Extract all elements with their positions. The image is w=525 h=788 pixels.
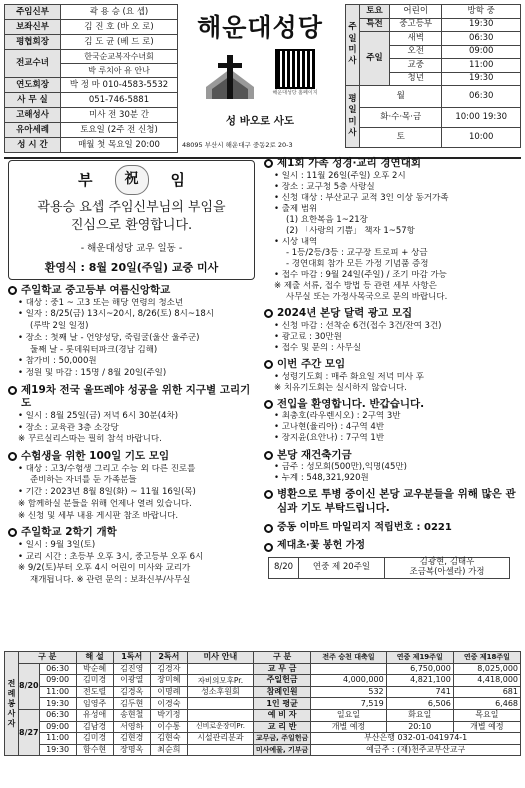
staff-role: 전교수녀 <box>5 50 61 78</box>
duty-cell: 이광열 <box>113 675 150 687</box>
left-column <box>8 160 255 587</box>
staff-name: 곽 용 승 (요 셉) <box>61 5 178 20</box>
duty-date: 8/20 <box>19 663 40 709</box>
finance-label: 교 리 반 <box>253 721 310 733</box>
section-line: 준비하는 자녀를 둔 가족분들 <box>30 475 137 486</box>
finance-label: 참례인원 <box>253 686 310 698</box>
finance-cell: 6,506 <box>386 698 453 710</box>
finance-cell: 4,821,100 <box>386 675 453 687</box>
finance-cell: 532 <box>311 686 386 698</box>
duty-time: 11:00 <box>39 733 76 745</box>
staff-role: 평협회장 <box>5 35 61 50</box>
duty-cell: 이명례 <box>150 686 187 698</box>
emart-section <box>264 522 521 535</box>
welcome-notice <box>8 160 255 280</box>
prep-header: 일요일 <box>311 709 386 721</box>
duty-vertical-label: 전례봉사자 <box>5 652 19 756</box>
prep-value: 개별 예정 <box>311 721 386 733</box>
prep-value: 개별 예정 <box>453 721 520 733</box>
section-line: ※ 함께하실 분들을 위해 언제나 열려 있습니다. <box>18 498 192 509</box>
duty-time: 09:00 <box>39 675 76 687</box>
section-line: • 교리 시간 : 초등부 오후 3시, 중고등부 오후 6시 <box>18 551 204 562</box>
exam-prayer-section <box>8 450 255 522</box>
section-title: 제대초·꽃 봉헌 가정 <box>277 540 366 552</box>
saturday-middle-label: 중고등부 <box>390 18 442 32</box>
section-line: • 접수 및 문의 : 사무실 <box>274 342 362 353</box>
section-line: • 누계 : 548,321,920원 <box>274 473 369 484</box>
bullet-icon <box>264 451 273 460</box>
staff-name: 김 진 호 (바 오 로) <box>61 20 178 35</box>
finance-cell <box>311 663 386 675</box>
weekday-mass-label: 평일미사 <box>346 86 360 148</box>
staff-name: 매월 첫 목요일 20:00 <box>61 138 178 153</box>
duty-cell: 박기정 <box>150 709 187 721</box>
section-title: 수험생을 위한 100일 기도 모임 <box>21 450 170 463</box>
finance-header: 연중 제18주일 <box>453 652 520 664</box>
finance-label: 1인 평균 <box>253 698 310 710</box>
bullet-icon <box>8 286 17 295</box>
section-line: • 일시 : 11월 26일(주일) 오후 2시 <box>274 170 406 181</box>
duty-cell: 김현경 <box>113 733 150 745</box>
staff-role: 연도회장 <box>5 78 61 93</box>
section-line: 재개됩니다. ※ 관련 문의 : 보좌신부/사무실 <box>30 575 191 586</box>
finance-label: 예 비 자 <box>253 709 310 721</box>
section-line: ※ 꾸르실리스따는 필히 참석 바랍니다. <box>18 434 162 445</box>
staff-name: 미사 전 30분 간 <box>61 108 178 123</box>
sunday-mass-time: 11:00 <box>442 59 521 73</box>
bullet-icon <box>264 543 273 552</box>
saturday-time: 19:30 <box>442 18 521 32</box>
prep-value: 20:10 <box>386 721 453 733</box>
ultreya-section <box>8 384 255 446</box>
duty-header: 해 설 <box>76 652 113 664</box>
duty-time: 06:30 <box>39 663 76 675</box>
section-title: 중동 이마트 마일리지 적립번호 : 0221 <box>277 521 452 533</box>
sunday-mass-name: 오전 <box>390 45 442 59</box>
duty-cell <box>187 744 253 756</box>
weekday-days: 토 <box>360 128 442 148</box>
masthead <box>180 4 340 154</box>
finance-cell: 681 <box>453 686 520 698</box>
section-line: • 일자 : 8/25(금) 13시~20시, 8/26(토) 8시~18시 <box>18 309 215 320</box>
section-line: • 출제 범위 <box>274 203 318 214</box>
duty-cell: 김현숙 <box>150 733 187 745</box>
duty-cell: 시설관리분과 <box>187 733 253 745</box>
section-line: • 신청 대상 : 부산교구 교적 3인 이상 동거가족 <box>274 192 449 203</box>
section-title: 이번 주간 모임 <box>277 357 346 370</box>
duty-header: 1독서 <box>113 652 150 664</box>
section-line: • 금주 : 성모회(500만),익명(45만) <box>274 462 407 473</box>
section-title: 제19차 전국 울뜨레야 성공을 위한 지구별 고리기도 <box>21 383 251 410</box>
finance-cell: 6,468 <box>453 698 520 710</box>
prep-header: 목요일 <box>453 709 520 721</box>
duty-time: 06:30 <box>39 709 76 721</box>
duty-time: 09:00 <box>39 721 76 733</box>
section-line: - 1등/2등/3등 : 교구장 트로피 + 상금 <box>286 247 428 258</box>
finance-cell: 4,418,000 <box>453 675 520 687</box>
bullet-icon <box>264 159 273 168</box>
duty-cell: 신비로운장미Pr. <box>187 721 253 733</box>
section-line: • 대상 : 고3/수험생 그리고 수능 외 다른 진로를 <box>18 463 196 474</box>
duty-header: 구 분 <box>19 652 77 664</box>
bullet-icon <box>8 452 17 461</box>
duty-cell: 김미경 <box>76 733 113 745</box>
finance-header: 연중 제19주일 <box>386 652 453 664</box>
welcome-from: - 해운대성당 교우 일동 - <box>80 243 183 255</box>
section-title: 제1회 가족 성경·교리 경연대회 <box>277 157 421 169</box>
welcome-date: 환영식 : 8월 20일(주일) 교중 미사 <box>44 261 219 275</box>
section-line: ※ 치유기도회는 실시하지 않습니다. <box>274 382 407 393</box>
flowers-section <box>264 540 521 579</box>
duty-cell: 최순희 <box>150 744 187 756</box>
sunday-mass-name: 새벽 <box>390 32 442 46</box>
sunday-label: 주일 <box>360 32 390 86</box>
bullet-icon <box>264 490 273 499</box>
section-title: 주일학교 중고등부 여름신앙학교 <box>21 284 171 296</box>
bullet-icon <box>8 528 17 537</box>
section-line: • 일시 : 9월 3일(토) <box>18 539 96 550</box>
patron-saint: 성 바오로 사도 <box>225 115 295 128</box>
duty-header: 미사 안내 <box>187 652 253 664</box>
section-line: • 장소 : 교육관 3층 소강당 <box>18 422 119 433</box>
section-line: • 정원 및 마감 : 15명 / 8월 20일(주일) <box>18 367 167 378</box>
church-name: 해운대성당 <box>197 13 323 42</box>
duty-cell: 자비의모후Pr. <box>187 675 253 687</box>
section-line: • 참가비 : 50,000원 <box>18 356 97 367</box>
duty-cell: 김진영 <box>113 663 150 675</box>
section-line: • 최충호(라우렌시오) : 2구역 3반 <box>274 411 401 422</box>
welcome-message: 곽용승 요셉 주임신부님의 부임을 진심으로 환영합니다. <box>37 200 226 234</box>
section-line: 둘째 날 - 롯데워터파크(경남 김해) <box>30 344 158 355</box>
bullet-icon <box>8 386 17 395</box>
section-line: • 대상 : 중1 ~ 고3 또는 해당 연령의 청소년 <box>18 297 184 308</box>
duty-cell: 김남경 <box>76 721 113 733</box>
sunday-mass-name: 청년 <box>390 72 442 86</box>
flowers-sunday: 연중 제 20주일 <box>299 558 385 578</box>
staff-name: 김 도 균 (베 드 로) <box>61 35 178 50</box>
duty-header: 2독서 <box>150 652 187 664</box>
section-line: (1) 요한복음 1~21장 <box>286 214 368 225</box>
vacation-label: 방학 중 <box>442 5 521 19</box>
section-line: • 장소 : 교구청 5층 사랑실 <box>274 181 375 192</box>
duty-cell <box>187 698 253 710</box>
section-line: (2) 「사랑의 기쁨」 책자 1~57항 <box>286 225 415 236</box>
mass-schedule-table <box>345 4 521 148</box>
section-line: ※ 신청 및 세부 내용 게시판 참조 바랍니다. <box>18 510 179 521</box>
account-number: 부산은행 032-01-041974-1 <box>311 733 521 745</box>
finance-cell: 6,750,000 <box>386 663 453 675</box>
section-line: (루박 2일 일정) <box>30 321 89 332</box>
duty-cell: 김미경 <box>76 675 113 687</box>
section-line: • 기간 : 2023년 8월 8일(화) ~ 11월 16일(목) <box>18 487 196 498</box>
duty-cell: 송현철 <box>113 709 150 721</box>
section-title: 본당 재건축기금 <box>277 448 352 461</box>
sunday-mass-time: 06:30 <box>442 32 521 46</box>
duty-cell: 성소후원회 <box>187 686 253 698</box>
staff-name: 한국순교복자수녀회 <box>61 50 178 64</box>
duty-cell: 박순혜 <box>76 663 113 675</box>
duty-date: 8/27 <box>19 709 40 755</box>
duty-cell: 이경숙 <box>150 698 187 710</box>
staff-name: 박 루치아 유 안나 <box>61 64 178 78</box>
section-line: 사무실 또는 가정사목국으로 문의 바랍니다. <box>286 292 448 303</box>
duty-time: 11:00 <box>39 686 76 698</box>
section-line: • 일시 : 8월 25일(금) 저녁 6시 30분(4차) <box>18 410 179 421</box>
welcome-newcomers-section <box>264 398 521 445</box>
account-label: 교무금, 주일헌금 <box>253 733 310 745</box>
section-line: • 광고료 : 30만원 <box>274 331 342 342</box>
saturday-label: 토요 <box>360 5 390 19</box>
staff-name: 051-746-5881 <box>61 93 178 108</box>
duty-cell: 장미혜 <box>150 675 187 687</box>
finance-label: 주일헌금 <box>253 675 310 687</box>
duty-cell: 서영하 <box>113 721 150 733</box>
calendar-ad-section <box>264 307 521 354</box>
bullet-icon <box>264 360 273 369</box>
finance-header: 구 분 <box>253 652 310 664</box>
saturday-special-label: 특전 <box>360 18 390 32</box>
finance-cell: 741 <box>386 686 453 698</box>
duty-cell: 유성애 <box>76 709 113 721</box>
staff-role: 성 시 간 <box>5 138 61 153</box>
sunday-mass-label: 주일미사 <box>346 5 360 86</box>
section-line: • 시상 내역 <box>274 236 318 247</box>
duty-time: 19:30 <box>39 698 76 710</box>
staff-role: 주임신부 <box>5 5 61 20</box>
staff-role: 사 무 실 <box>5 93 61 108</box>
summer-camp-section <box>8 284 255 380</box>
bible-contest-section <box>264 157 521 303</box>
right-column <box>264 155 521 579</box>
section-line: ※ 제출 서류, 접수 방법 등 관련 세부 사항은 <box>274 281 437 292</box>
duty-cell: 함수현 <box>76 744 113 756</box>
sunday-mass-time: 19:30 <box>442 72 521 86</box>
duty-cell <box>187 663 253 675</box>
weekday-days: 화·수·목·금 <box>360 108 442 128</box>
staff-table <box>4 4 178 153</box>
celebrate-stamp-icon: 祝 <box>115 165 149 195</box>
staff-role: 유아세례 <box>5 123 61 138</box>
duty-cell: 장명옥 <box>113 744 150 756</box>
prayer-request-section <box>264 488 521 515</box>
flowers-table <box>268 557 510 579</box>
weekday-time: 06:30 <box>442 86 521 108</box>
weekday-days: 월 <box>360 86 442 108</box>
duty-cell: 김경옥 <box>113 686 150 698</box>
duty-cell: 김경자 <box>150 663 187 675</box>
church-logo-icon <box>202 49 258 105</box>
section-line: • 접수 마감 : 9월 24일(주일) / 조기 마감 가능 <box>274 270 447 281</box>
sunday-mass-name: 교중 <box>390 59 442 73</box>
finance-cell: 7,519 <box>311 698 386 710</box>
qr-code-icon[interactable] <box>275 49 315 89</box>
section-title: 주일학교 2학기 개학 <box>21 526 117 539</box>
duty-cell: 임영주 <box>76 698 113 710</box>
duty-finance-table <box>4 651 521 756</box>
bullet-icon <box>264 400 273 409</box>
duty-time: 19:30 <box>39 744 76 756</box>
staff-name: 박 정 마 010-4583-5532 <box>61 78 178 93</box>
duty-cell <box>187 709 253 721</box>
section-line: • 고나현(율리아) : 4구역 4반 <box>274 422 385 433</box>
qr-caption: 해운대성당 홈페이지 <box>272 90 318 97</box>
weekday-time: 10:00 <box>442 128 521 148</box>
account-label: 미사예물, 기부금 <box>253 744 310 756</box>
staff-name: 토요일 (2주 전 신청) <box>61 123 178 138</box>
duty-cell: 전도렬 <box>76 686 113 698</box>
finance-cell: 4,000,000 <box>311 675 386 687</box>
section-line: • 장소 : 첫째 날 - 언양성당, 죽림굴(울산 울주군) <box>18 332 200 343</box>
duty-cell: 이수통 <box>150 721 187 733</box>
finance-label: 교 무 금 <box>253 663 310 675</box>
weekly-meeting-section <box>264 358 521 394</box>
prep-header: 화요일 <box>386 709 453 721</box>
bullet-icon <box>264 309 273 318</box>
staff-role: 보좌신부 <box>5 20 61 35</box>
flowers-families: 김광현, 김태우 조금복(아셀라) 가정 <box>409 556 485 577</box>
rebuild-fund-section <box>264 449 521 485</box>
weekday-time: 10:00 19:30 <box>442 108 521 128</box>
section-line: • 신청 마감 : 선착순 6건(접수 3건/잔여 3건) <box>274 320 442 331</box>
celebrate-heading: 부 祝 임 <box>15 165 248 195</box>
church-address: 48095 부산시 해운대구 중동2로 20-3 <box>182 141 293 149</box>
section-line: • 장지윤(요안나) : 7구역 1반 <box>274 433 385 444</box>
section-line: • 성령기도회 : 매주 화요일 저녁 미사 후 <box>274 371 424 382</box>
duty-cell: 김두현 <box>113 698 150 710</box>
section-title: 2024년 본당 달력 광고 모집 <box>277 307 413 320</box>
sunday-school-section <box>8 526 255 587</box>
flowers-date: 8/20 <box>269 558 299 578</box>
finance-header: 전주 승천 대축일 <box>311 652 386 664</box>
finance-cell: 8,025,000 <box>453 663 520 675</box>
section-line: - 경연대회 참가 모든 가정 기념품 증정 <box>286 259 429 270</box>
sunday-mass-time: 09:00 <box>442 45 521 59</box>
account-holder: 예금주 : (재)천주교부산교구 <box>311 744 521 756</box>
section-title: 전입을 환영합니다. 반갑습니다. <box>277 397 425 410</box>
bullet-icon <box>264 524 273 533</box>
section-title: 병환으로 투병 중이신 본당 교우분들을 위해 많은 관심과 기도 부탁드립니다. <box>277 488 516 514</box>
section-line: ※ 9/2(토)부터 오후 4시 어린이 미사와 교리가 <box>18 563 191 574</box>
children-label: 어린이 <box>390 5 442 19</box>
staff-role: 고해성사 <box>5 108 61 123</box>
